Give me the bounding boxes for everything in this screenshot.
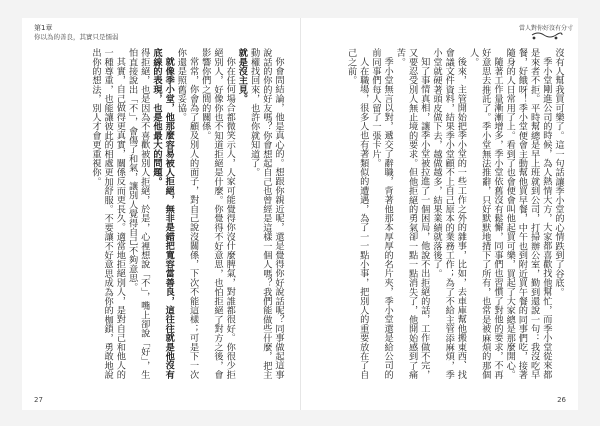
paragraph: 人在職場，很多人也有著類似的遭遇，為了一一點小事，把別人的重要放在了自己之前。 <box>345 48 369 380</box>
series-logo-icon <box>518 22 574 42</box>
page-number-left: 27 <box>34 396 43 404</box>
paragraph: 後來，主管開始把季小堂的一些工作之外的雜事，比如，去車庫幫他搬東西、找會議文件資料，結果季小堂顧不上自己原本的業務工作；為了不給主管添麻煩，季小堂就硬著頭皮做下去，越做越多，結果業績就落後了。 <box>430 48 467 380</box>
right-page-text <box>314 48 564 388</box>
paragraph: 常常，你會為了顧及別人的面子，對自己說沒關係，下次不能這樣；可是下一次你還是照舊妥協。 <box>175 48 199 380</box>
paragraph-emphasis: 就像季小堂，他那麼容易被人拒絕，無非是錯把寬容當善良，這往往就是他沒有底線的表現，也是他最大的問題。 <box>150 48 175 380</box>
book-spread <box>22 18 578 410</box>
paragraph: 你會問結論，他是真心的。想跟你親近呢，還是覺得你好說話呢？同事做起這事說話的你的好友嗎？你會想起自己也曾經是這樣一個人嗎？我們能做些什麼，把主動權找回來，也許你就知道了。 <box>248 48 284 380</box>
paragraph: 你在任何場合都微笑示人，人家可能覺得你沒什麼脾氣，對誰都很好。你很少拒絕別人，好像你也不知道拒絕是什麼。你覺得不好意思，也怕拒絕了對方之後，會影響你們之間的關係。 <box>199 48 236 380</box>
paragraph: 其實，自己做得更真實，關係反而更長久。適當地拒絕別人，是對自己和他人的一種尊重，也能讓彼此的相處更加舒服。不要讓不好意思成為你的枷鎖，勇敢地說出你的想法，別人才會更重視你。 <box>89 48 126 380</box>
left-page-text <box>38 48 284 388</box>
chapter-title: 你以為的善良，其實只是懦弱 <box>34 33 119 41</box>
paragraph: 季小堂剛進公司的時候，為人熱情大方，大家都喜歡找他幫忙，而季小堂從來都是來者不拒。平時幫總是早上班就到公司，打掃辦公室，勤到還說一句：我沒吃早餐，好餓呀！季小堂便會主動幫他買早餐，中午也到附近買午餐的同事們吃，接著隨身的人日常用了上。看到了也會便會叫他起買可樂，買起了大家總是那麼開心。 <box>504 48 552 380</box>
logo-text: 當人對你好沒有分寸 <box>518 25 574 32</box>
page-number-right: 26 <box>557 396 566 404</box>
paragraph: 沒有人幫我買可樂了。這一句話讓季小堂的心情跌到了谷底。 <box>553 48 564 297</box>
paragraph: 知了事情真相，讓季小堂被拉進了一個困局，他說不出拒絕的話，工作做不完，又要忍受別人無止境的要求。但他拒絕的勇氣卻一點一點消失了，他開始感到了痛苦。 <box>394 48 430 380</box>
paragraph: 季小堂無言以對，遞交了辭職，背著他那本厚厚的名片夾，季小堂還是給公司的前同事們每人留了一張卡片。 <box>369 48 394 380</box>
chapter-label: 第1章 <box>34 24 53 32</box>
running-header <box>34 24 119 42</box>
left-page <box>22 18 300 410</box>
right-page <box>300 18 578 410</box>
paragraph: 得拒絕，也是因為不喜歡被別人拒絕，於是，心裡想說「不」，嘴上卻說「好」，生怕直接說出「不」，會傷了和氣，讓別人覺得自己不夠意思。 <box>126 48 150 380</box>
paragraph: 隨著工作量漸漸增多，季小堂依舊沒有鬆懈，同事們也習慣了對他的要求，不再好意思去推託了。季小堂無法推辭，只好默默地揹下了所有，也常是被麻煩的那個人。 <box>467 48 503 380</box>
paragraph-heading: 就是沒主見。 <box>236 48 248 104</box>
